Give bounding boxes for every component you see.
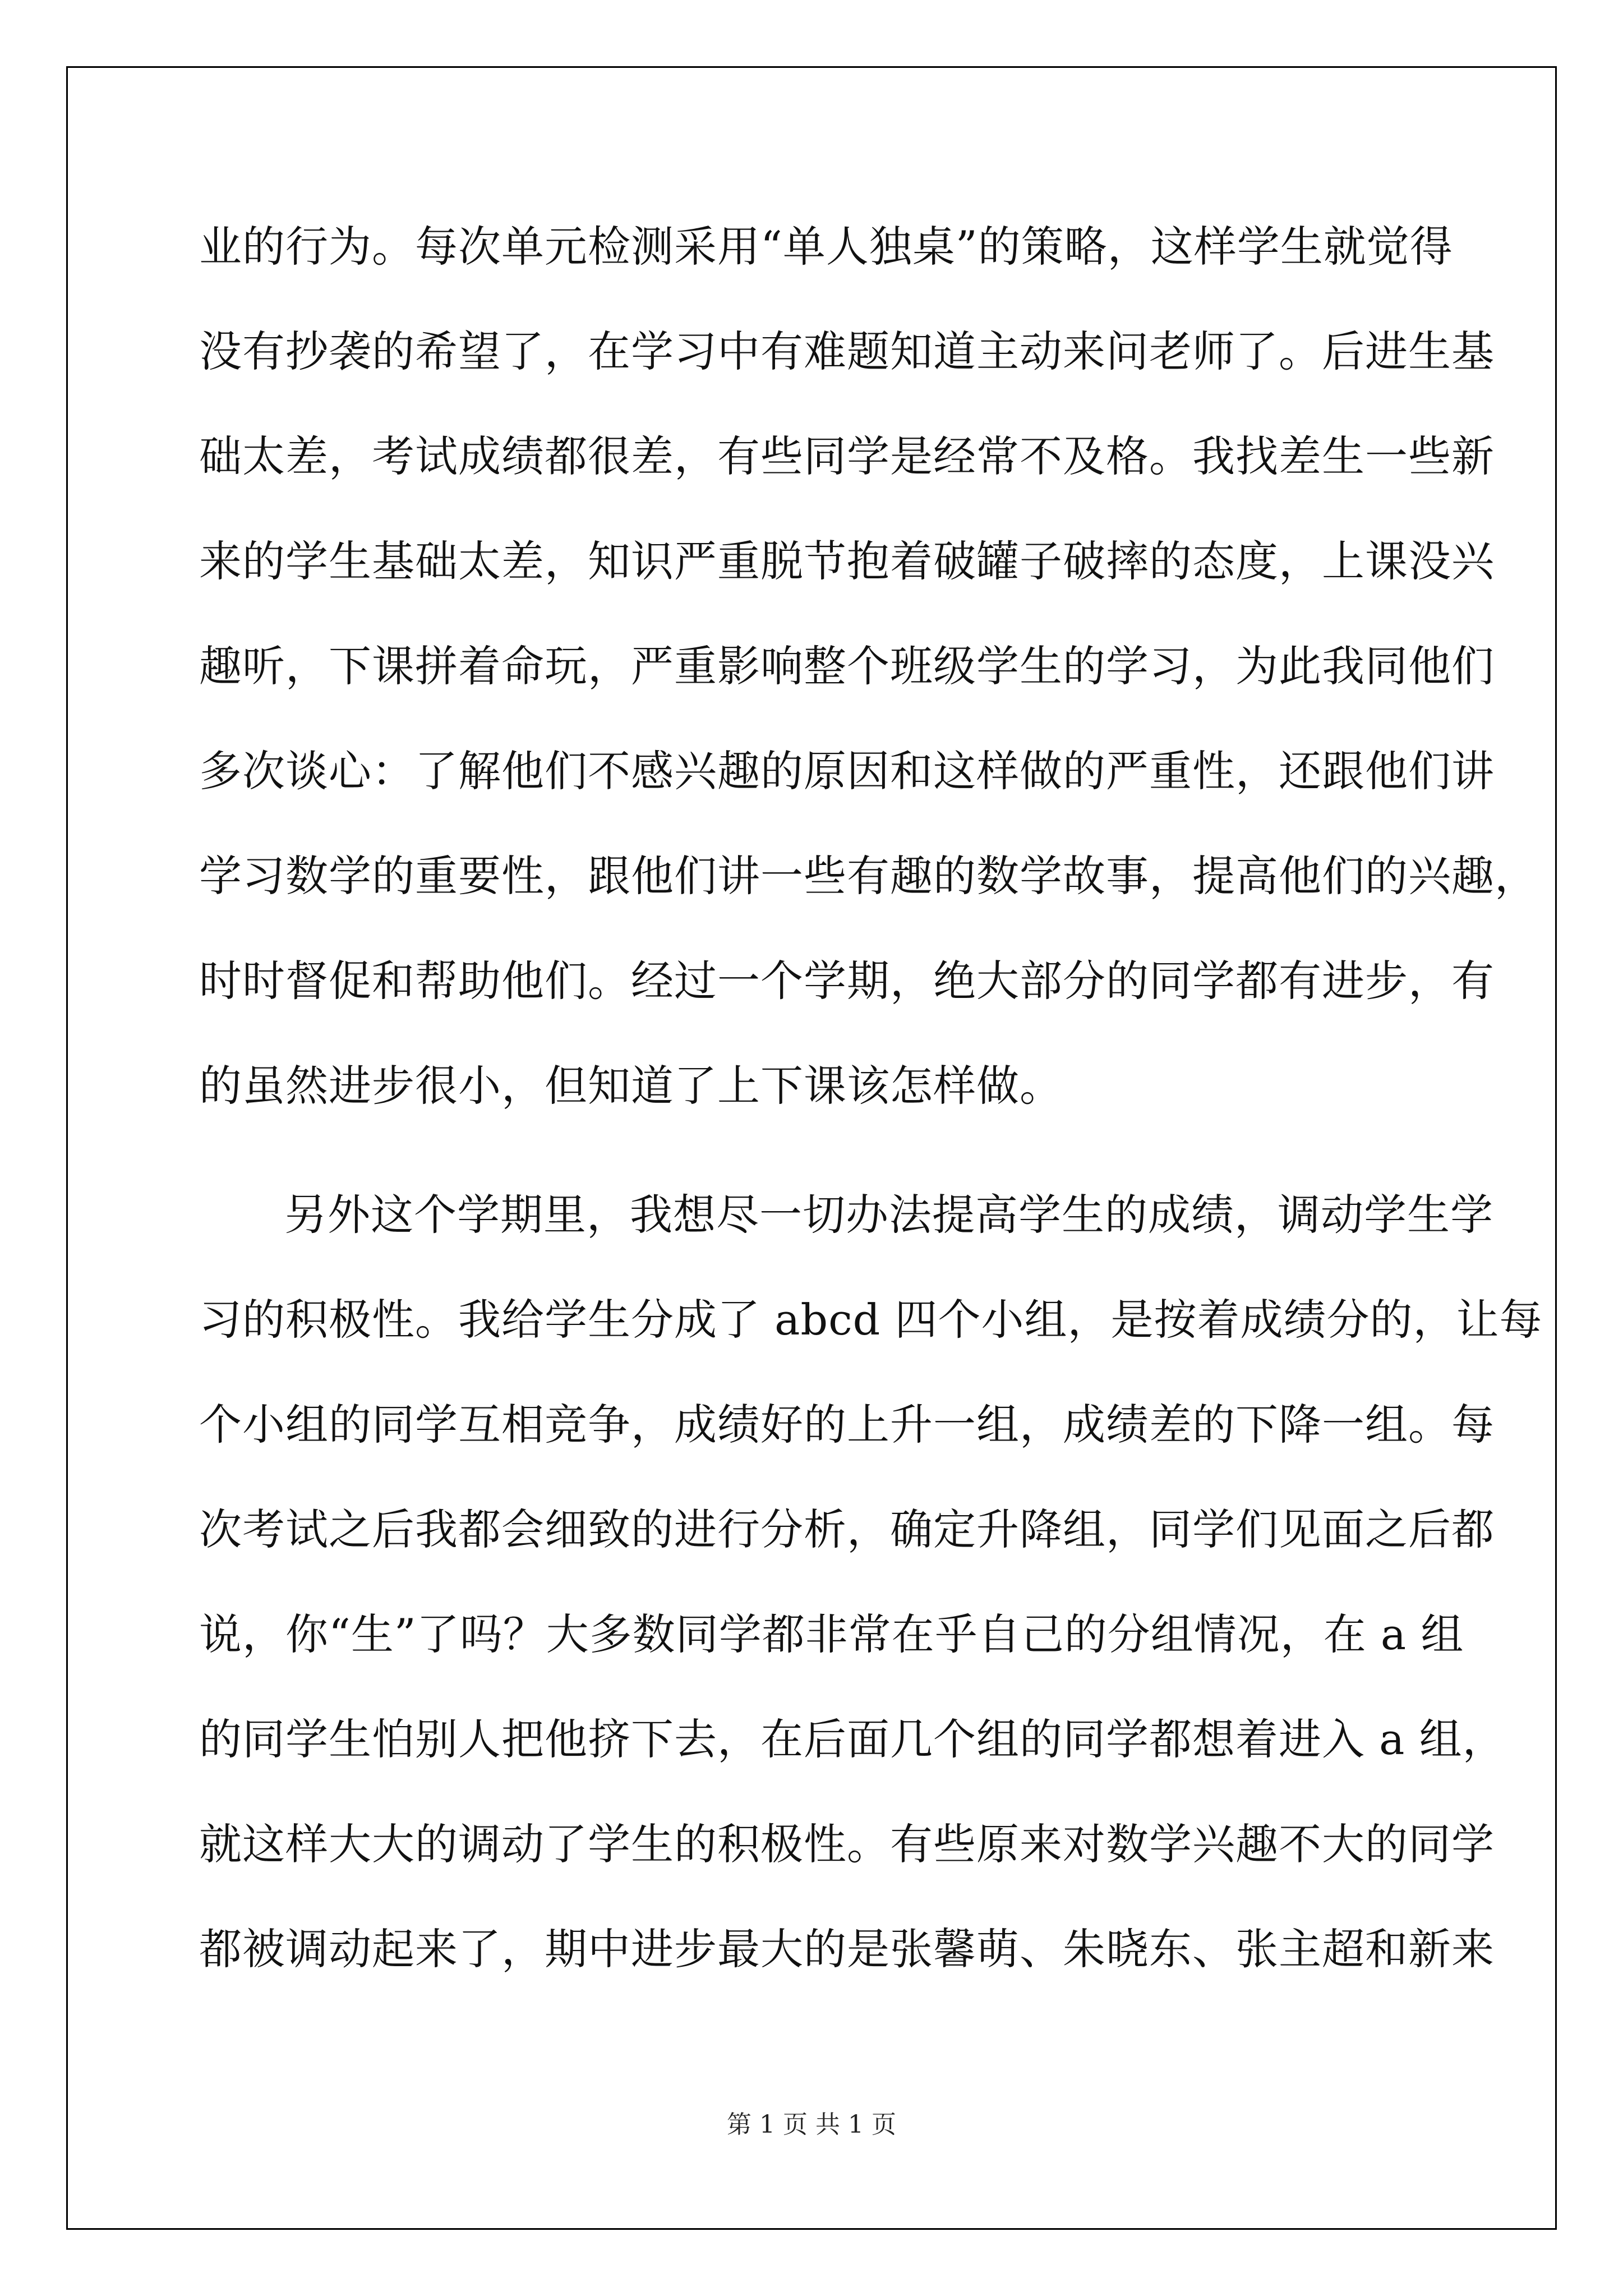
text-line: 础太差，考试成绩都很差，有些同学是经常不及格。我找差生一些新 xyxy=(199,431,1495,481)
text-line: 的虽然进步很小，但知道了上下课该怎样做。 xyxy=(199,1061,1063,1111)
text-line: 多次谈心：了解他们不感兴趣的原因和这样做的严重性，还跟他们讲 xyxy=(199,746,1495,796)
text-line: 的同学生怕别人把他挤下去，在后面几个组的同学都想着进入 a 组， xyxy=(199,1714,1506,1764)
text-line: 次考试之后我都会细致的进行分析，确定升降组，同学们见面之后都 xyxy=(199,1504,1495,1554)
text-line: 没有抄袭的希望了，在学习中有难题知道主动来问老师了。后进生基 xyxy=(199,326,1495,376)
text-line: 时时督促和帮助他们。经过一个学期，绝大部分的同学都有进步，有 xyxy=(199,956,1495,1006)
text-line: 说，你“生”了吗？大多数同学都非常在乎自己的分组情况，在 a 组 xyxy=(199,1609,1464,1659)
text-line: 业的行为。每次单元检测采用“单人独桌”的策略，这样学生就觉得 xyxy=(199,222,1453,272)
text-line: 来的学生基础太差，知识严重脱节抱着破罐子破摔的态度，上课没兴 xyxy=(199,536,1495,586)
page-border xyxy=(66,66,1557,2230)
text-line: 个小组的同学互相竞争，成绩好的上升一组，成绩差的下降一组。每 xyxy=(199,1400,1495,1450)
paragraph-first-line: 另外这个学期里，我想尽一切办法提高学生的成绩，调动学生学 xyxy=(284,1190,1493,1240)
text-line: 就这样大大的调动了学生的积极性。有些原来对数学兴趣不大的同学 xyxy=(199,1819,1495,1869)
text-line: 习的积极性。我给学生分成了 abcd 四个小组，是按着成绩分的，让每 xyxy=(199,1295,1543,1345)
text-line: 趣听，下课拼着命玩，严重影响整个班级学生的学习，为此我同他们 xyxy=(199,641,1495,691)
text-line: 都被调动起来了，期中进步最大的是张馨萌、朱晓东、张主超和新来 xyxy=(199,1924,1495,1974)
page-footer: 第 1 页 共 1 页 xyxy=(727,2110,896,2139)
text-line: 学习数学的重要性，跟他们讲一些有趣的数学故事，提高他们的兴趣， xyxy=(199,851,1538,901)
